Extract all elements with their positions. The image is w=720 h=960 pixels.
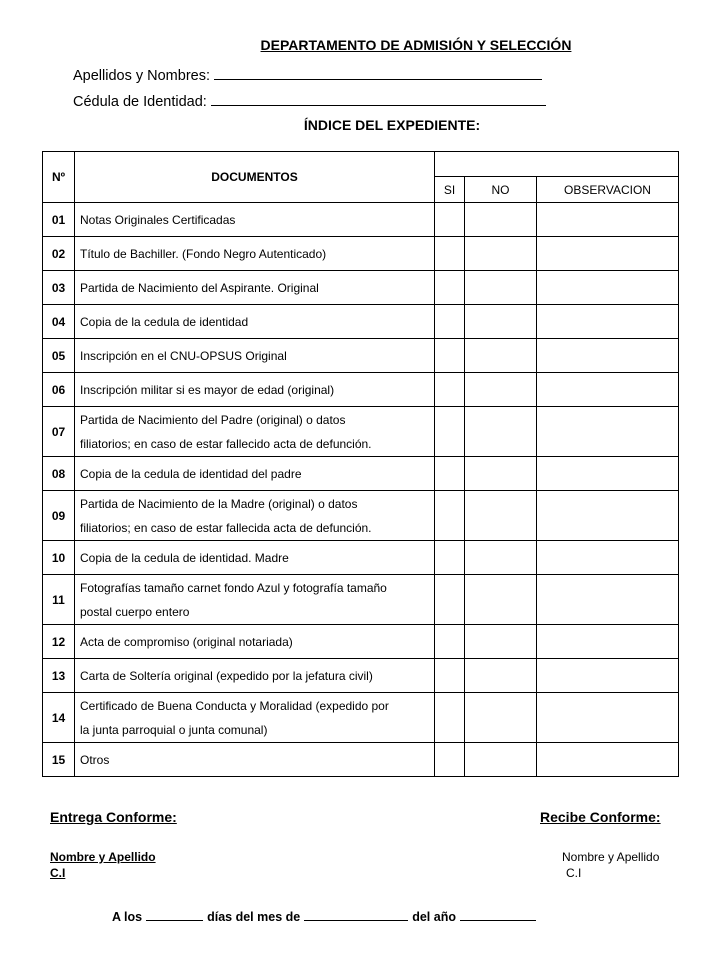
- si-cell[interactable]: [435, 339, 465, 373]
- document-name-line: Partida de Nacimiento del Padre (original) o datos: [80, 412, 346, 427]
- table-row: [43, 339, 679, 373]
- si-cell[interactable]: [435, 203, 465, 237]
- table-row: [43, 541, 679, 575]
- row-number: 09: [43, 491, 75, 541]
- document-name-line: Copia de la cedula de identidad del padre: [80, 466, 302, 481]
- row-number: 04: [43, 305, 75, 339]
- ci-left: C.I: [50, 866, 66, 880]
- table-row: [43, 271, 679, 305]
- document-name: [75, 305, 435, 339]
- page-title: DEPARTAMENTO DE ADMISIÓN Y SELECCIÓN: [260, 37, 572, 53]
- document-name-line: postal cuerpo entero: [80, 604, 190, 619]
- col-no-header: NO: [465, 177, 537, 203]
- id-label: Cédula de Identidad:: [73, 94, 207, 110]
- document-name-line: Inscripción militar si es mayor de edad (original): [80, 382, 335, 397]
- table-row: [43, 743, 679, 777]
- index-subtitle: ÍNDICE DEL EXPEDIENTE:: [303, 117, 481, 133]
- observacion-cell[interactable]: [537, 407, 679, 457]
- row-number: 03: [43, 271, 75, 305]
- observacion-cell[interactable]: [537, 339, 679, 373]
- name-label: Apellidos y Nombres:: [73, 68, 210, 84]
- observacion-cell[interactable]: [537, 693, 679, 743]
- observacion-cell[interactable]: [537, 237, 679, 271]
- nombre-left: Nombre y Apellido: [50, 850, 156, 864]
- document-name: [75, 203, 435, 237]
- document-name-line: la junta parroquial o junta comunal): [80, 722, 268, 737]
- si-cell[interactable]: [435, 659, 465, 693]
- document-name-line: Otros: [80, 752, 110, 767]
- no-cell[interactable]: [465, 541, 537, 575]
- si-cell[interactable]: [435, 373, 465, 407]
- si-cell[interactable]: [435, 271, 465, 305]
- document-name: [75, 339, 435, 373]
- document-name-line: Notas Originales Certificadas: [80, 212, 236, 227]
- row-number: 15: [43, 743, 75, 777]
- table-row: [43, 237, 679, 271]
- document-name-line: filiatorios; en caso de estar fallecido acta de defunción.: [80, 436, 372, 451]
- table-row: [43, 693, 679, 743]
- document-name-line: Fotografías tamaño carnet fondo Azul y fotografía tamaño: [80, 580, 387, 595]
- year-blank[interactable]: [460, 908, 536, 921]
- document-name: [75, 491, 435, 541]
- no-cell[interactable]: [465, 625, 537, 659]
- id-blank-line[interactable]: [211, 90, 546, 106]
- month-blank[interactable]: [304, 908, 408, 921]
- si-cell[interactable]: [435, 541, 465, 575]
- col-num-header: Nº: [43, 152, 75, 203]
- table-row: [43, 491, 679, 541]
- document-name: [75, 625, 435, 659]
- no-cell[interactable]: [465, 743, 537, 777]
- row-number: 05: [43, 339, 75, 373]
- si-cell[interactable]: [435, 625, 465, 659]
- row-number: 07: [43, 407, 75, 457]
- table-row: [43, 575, 679, 625]
- no-cell[interactable]: [465, 237, 537, 271]
- row-number: 01: [43, 203, 75, 237]
- observacion-cell[interactable]: [537, 203, 679, 237]
- row-number: 14: [43, 693, 75, 743]
- document-name: [75, 237, 435, 271]
- entrega-label: Entrega Conforme:: [50, 809, 177, 825]
- document-name-line: Título de Bachiller. (Fondo Negro Autenticado): [80, 246, 327, 261]
- ci-right: C.I: [566, 866, 582, 880]
- document-name: [75, 575, 435, 625]
- row-number: 08: [43, 457, 75, 491]
- si-cell[interactable]: [435, 743, 465, 777]
- document-name: [75, 457, 435, 491]
- document-name-line: Partida de Nacimiento de la Madre (original) o datos: [80, 496, 358, 511]
- no-cell[interactable]: [465, 659, 537, 693]
- header-blank-cell: [435, 152, 679, 177]
- row-number: 13: [43, 659, 75, 693]
- row-number: 02: [43, 237, 75, 271]
- no-cell[interactable]: [465, 693, 537, 743]
- observacion-cell[interactable]: [537, 541, 679, 575]
- nombre-right: Nombre y Apellido: [562, 850, 660, 864]
- date-anio: del año: [412, 910, 456, 924]
- row-number: 06: [43, 373, 75, 407]
- col-obs-header: OBSERVACION: [537, 177, 679, 203]
- document-name: [75, 373, 435, 407]
- observacion-cell[interactable]: [537, 305, 679, 339]
- id-field: [73, 90, 546, 110]
- document-name-line: Copia de la cedula de identidad. Madre: [80, 550, 289, 565]
- no-cell[interactable]: [465, 339, 537, 373]
- name-field: [73, 64, 542, 84]
- no-cell[interactable]: [465, 575, 537, 625]
- document-name-line: Inscripción en el CNU-OPSUS Original: [80, 348, 287, 363]
- date-line: [112, 908, 540, 924]
- no-cell[interactable]: [465, 407, 537, 457]
- document-name: [75, 743, 435, 777]
- table-row: [43, 659, 679, 693]
- table-row: [43, 373, 679, 407]
- table-row: [43, 305, 679, 339]
- observacion-cell[interactable]: [537, 743, 679, 777]
- name-blank-line[interactable]: [214, 64, 542, 80]
- table-row: [43, 203, 679, 237]
- document-name-line: Acta de compromiso (original notariada): [80, 634, 293, 649]
- observacion-cell[interactable]: [537, 491, 679, 541]
- document-name: [75, 659, 435, 693]
- recibe-label: Recibe Conforme:: [540, 809, 661, 825]
- documents-table: [42, 151, 679, 777]
- document-name-line: Certificado de Buena Conducta y Moralidad (expedido por: [80, 698, 389, 713]
- no-cell[interactable]: [465, 373, 537, 407]
- document-name-line: Partida de Nacimiento del Aspirante. Original: [80, 280, 319, 295]
- document-name: [75, 271, 435, 305]
- observacion-cell[interactable]: [537, 575, 679, 625]
- si-cell[interactable]: [435, 693, 465, 743]
- row-number: 10: [43, 541, 75, 575]
- si-cell[interactable]: [435, 237, 465, 271]
- observacion-cell[interactable]: [537, 457, 679, 491]
- col-si-header: SI: [435, 177, 465, 203]
- si-cell[interactable]: [435, 575, 465, 625]
- si-cell[interactable]: [435, 407, 465, 457]
- observacion-cell[interactable]: [537, 659, 679, 693]
- no-cell[interactable]: [465, 203, 537, 237]
- no-cell[interactable]: [465, 305, 537, 339]
- observacion-cell[interactable]: [537, 271, 679, 305]
- observacion-cell[interactable]: [537, 373, 679, 407]
- table-row: [43, 625, 679, 659]
- no-cell[interactable]: [465, 457, 537, 491]
- document-name-line: Copia de la cedula de identidad: [80, 314, 249, 329]
- document-name-line: filiatorios; en caso de estar fallecida acta de defunción.: [80, 520, 372, 535]
- col-docs-header: DOCUMENTOS: [75, 152, 435, 203]
- date-dias: días del mes de: [207, 910, 301, 924]
- si-cell[interactable]: [435, 305, 465, 339]
- row-number: 11: [43, 575, 75, 625]
- day-blank[interactable]: [146, 908, 203, 921]
- no-cell[interactable]: [465, 491, 537, 541]
- no-cell[interactable]: [465, 271, 537, 305]
- document-name-line: Carta de Soltería original (expedido por la jefatura civil): [80, 668, 373, 683]
- document-name: [75, 693, 435, 743]
- observacion-cell[interactable]: [537, 625, 679, 659]
- document-name: [75, 407, 435, 457]
- table-row: [43, 457, 679, 491]
- table-row: [43, 407, 679, 457]
- si-cell[interactable]: [435, 457, 465, 491]
- si-cell[interactable]: [435, 491, 465, 541]
- document-name: [75, 541, 435, 575]
- row-number: 12: [43, 625, 75, 659]
- date-a-los: A los: [112, 910, 143, 924]
